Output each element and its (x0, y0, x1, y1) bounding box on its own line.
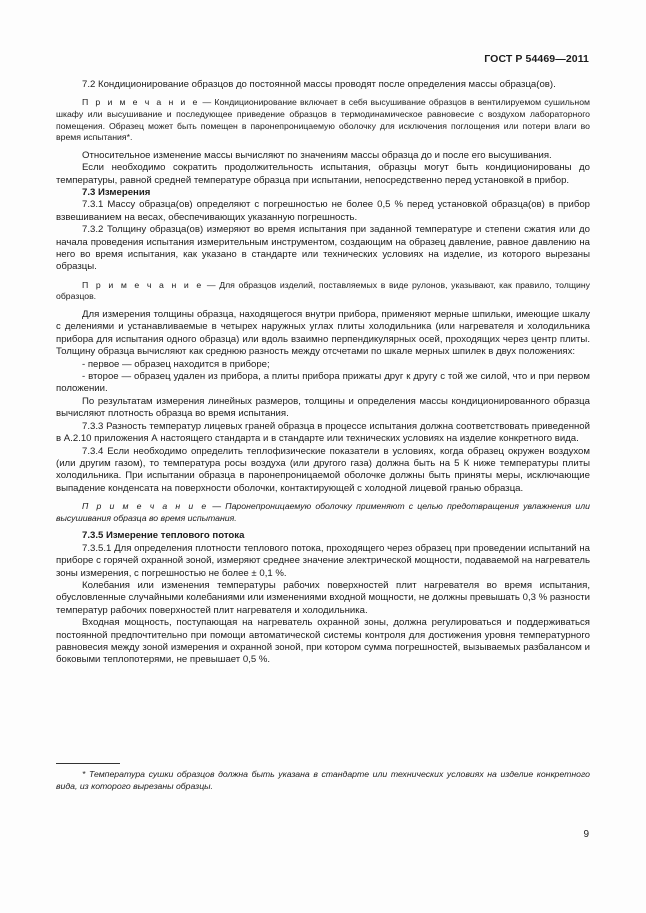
paragraph-temperature-oscillation: Колебания или изменения температуры рабочих поверхностей плит нагревателя во время испытания, обусловленные случайными колебаниями или изменениями входной мощности, не должны превышать 0,3 % разности температур рабочих поверхностей плит нагревателя и холодильника. (56, 579, 590, 616)
paragraph-relative-mass: Относительное изменение массы вычисляют по значениям массы образца до и после его высушивания. (82, 149, 552, 161)
paragraph-input-power: Входная мощность, поступающая на нагреватель охранной зоны, должна регулироваться и поддерживаться постоянной предпочтительно при помощи автоматической системы контроля для достижения уровня температурного равновесия между зоной измерения и охранной зоной, при котором сумма погрешностей, вызываемых разбалансом и боковыми теплопотерями, не превышает 0,5 %. (56, 617, 590, 666)
section-heading-7-3: 7.3 Измерения (82, 187, 151, 198)
section-heading-7-3-5: 7.3.5 Измерение теплового потока (82, 530, 245, 542)
note-label: П р и м е ч а н и е (82, 501, 209, 512)
section-7-2: 7.2 Кондиционирование образцов до постоянной массы проводят после определения массы образца(ов). (82, 79, 556, 90)
paragraph-density: По результатам измерения линейных размеров, толщины и определения массы кондиционированного образца вычисляют плотность образца во время испытания. (56, 395, 590, 420)
paragraph-shorten-test: Если необходимо сократить продолжительность испытания, образцы могут быть кондиционированы до температуры, равной средней температуре образца при испытании, непосредственно перед установкой в прибор. (56, 162, 590, 186)
note-text: — Для образцов изделий, поставляемых в виде рулонов, указывают, как правило, толщину образцов. (56, 279, 591, 302)
note-text: — Паронепроницаемую оболочку применяют с целью предотвращения увлажнения или высушивания образца во время испытания. (56, 501, 590, 523)
footnote: * Температура сушки образцов должна быть указана в стандарте или технических условиях на изделие конкретного вида, из которого вырезаны образцы. (56, 769, 590, 791)
footnote-separator (56, 763, 120, 764)
section-7-3-1: 7.3.1 Массу образца(ов) определяют с погрешностью не более 0,5 % перед установкой образца(ов) в прибор взвешиванием на весах, обеспечивающих указанную погрешность. (56, 199, 590, 223)
note-rolls (56, 280, 590, 303)
note-label: П р и м е ч а н и е (82, 97, 200, 108)
note-label: П р и м е ч а н и е (82, 279, 204, 290)
section-7-3-4: 7.3.4 Если необходимо определить теплофизические показатели в условиях, когда образец окружен воздухом (или другим газом), то температура росы воздуха (или другого газа) должна быть на 5 К ниже температуры плиты холодильника. При испытании образца в паронепроницаемой оболочке должны быть приняты меры, исключающие выпадение конденсата на поверхности оболочки, контактирующей с холодной лицевой гранью образца. (56, 445, 590, 494)
note-conditioning (56, 97, 590, 143)
section-7-3-2: 7.3.2 Толщину образца(ов) измеряют во время испытания при заданной температуре и степени сжатия или до начала проведения испытания измерительным инструментом, создающим на образец давление, равное давлению на него во время испытания, как указано в стандарте или технических условиях на изделие, из которого вырезаны образцы. (56, 224, 590, 273)
document-body (56, 79, 590, 667)
paragraph-thickness-measurement: Для измерения толщины образца, находящегося внутри прибора, применяют мерные шпильки, имеющие шкалу с делениями и устанавливаемые в четырех наружных углах плиты холодильника (или нагревателя и холодильника прибора для испытания одного образца) или вдоль взаимно перпендикулярных осей, проходящих через центр плиты. Толщину образца вычисляют как среднюю разность между отсчетами по шкале мерных шпилек в двух положениях: (56, 309, 590, 358)
note-vapor-barrier (56, 501, 590, 524)
section-7-3-3: 7.3.3 Разность температур лицевых граней образца в процессе испытания должна соответствовать приведенной в А.2.10 приложения А настоящего стандарта и в стандарте или технических условиях на изделие конкретного вида. (56, 420, 590, 445)
list-item-first-position: - первое — образец находится в приборе; (82, 358, 270, 370)
document-code: ГОСТ Р 54469—2011 (484, 53, 589, 65)
list-item-second-position: - второе — образец удален из прибора, а плиты прибора прижаты друг к другу с той же силой, что и при первом положении. (56, 371, 590, 395)
section-7-3-5-1: 7.3.5.1 Для определения плотности теплового потока, проходящего через образец при проведении испытаний на приборе с горячей охранной зоной, измеряют среднее значение электрической мощности, подаваемой на нагреватель зоны измерения, с погрешностью не более ± 0,1 %. (56, 542, 590, 579)
note-text: — Кондиционирование включает в себя высушивание образцов в вентилируемом сушильном шкафу или высушивание и последующее приведение образцов в термодинамическое равновесие с воздухом лабораторного помещения. Образец может быть помещен в паронепроницаемую оболочку для исключения поглощения или потери влаги во время испытания*. (56, 97, 591, 143)
page-number: 9 (583, 829, 589, 840)
